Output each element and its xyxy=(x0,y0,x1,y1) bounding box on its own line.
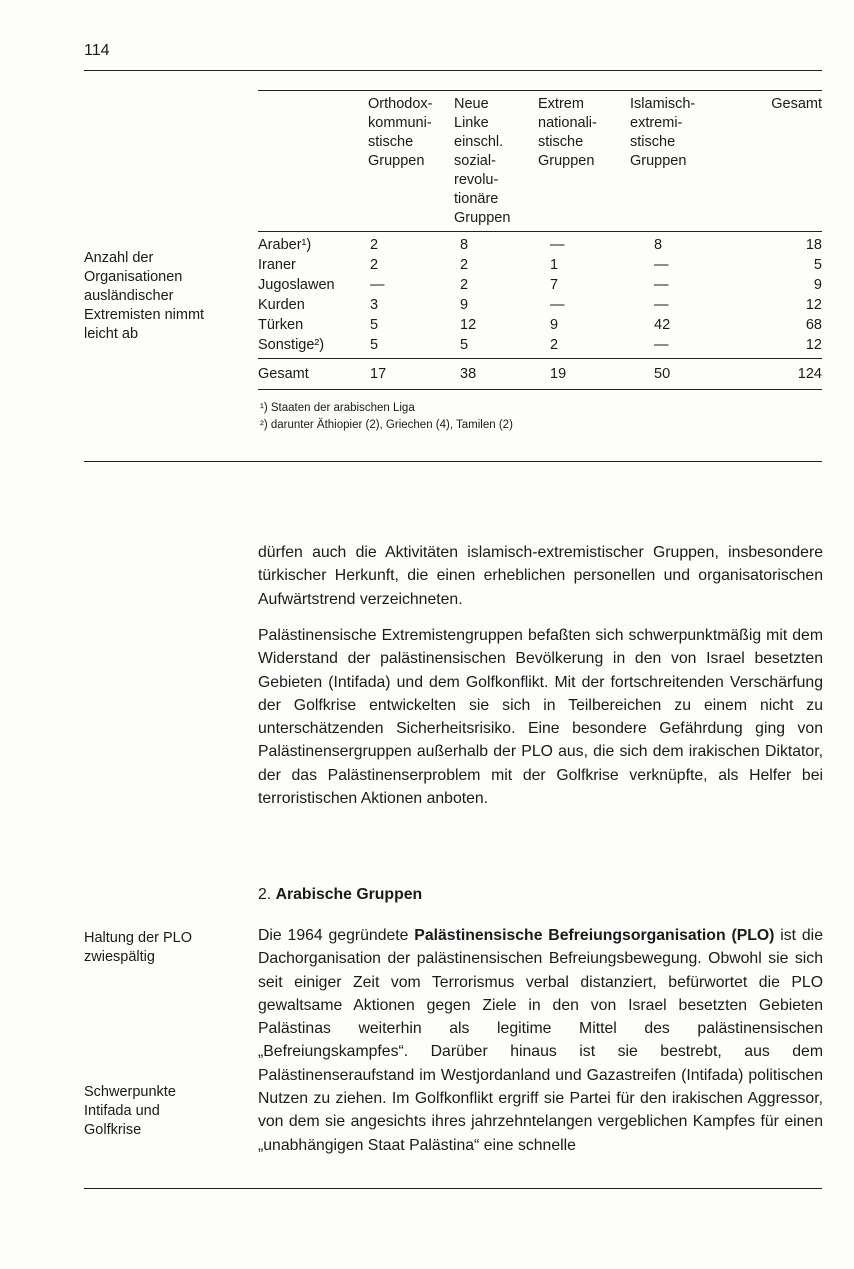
page-number: 114 xyxy=(84,42,110,59)
table-cell: 5 xyxy=(370,317,379,333)
header-rule xyxy=(84,70,822,71)
table-cell: 5 xyxy=(460,337,469,353)
table-row xyxy=(258,255,822,275)
table-cell: Iraner xyxy=(258,257,296,273)
table-total-row xyxy=(258,361,822,387)
table-cell: — xyxy=(550,297,565,313)
table-cell: 9 xyxy=(550,317,559,333)
table-cell: 9 xyxy=(813,277,822,293)
table-cell: Kurden xyxy=(258,297,305,313)
table-cell: 12 xyxy=(460,317,477,333)
paragraph-plo xyxy=(258,924,823,1157)
table-bottom-rule xyxy=(84,461,822,462)
table-cell: Gesamt xyxy=(258,366,309,382)
extremist-organizations-table xyxy=(258,90,822,434)
table-cell: 12 xyxy=(805,337,822,353)
section-number: 2. xyxy=(258,886,272,903)
footnote-mark: ²) xyxy=(260,419,268,431)
table-row xyxy=(258,335,822,355)
table-cell: — xyxy=(654,337,669,353)
table-header-row xyxy=(258,95,822,228)
table-row xyxy=(258,315,822,335)
table-cell: 8 xyxy=(654,237,663,253)
table-cell: 124 xyxy=(797,366,822,382)
table-cell: 17 xyxy=(370,366,387,382)
margin-note-focus: Schwerpunkte Intifada und Golfkrise xyxy=(84,1084,176,1138)
table-header-cell: Orthodox- kommuni- stische Gruppen xyxy=(368,96,433,169)
table-row xyxy=(258,235,822,255)
table-cell: 18 xyxy=(805,237,822,253)
footer-rule xyxy=(84,1188,822,1189)
table-header-cell: Extrem nationali- stische Gruppen xyxy=(538,96,597,169)
table-cell: 42 xyxy=(654,317,671,333)
table-cell: Sonstige²) xyxy=(258,337,325,353)
margin-note-table: Anzahl der Organisationen ausländischer Extremisten nimmt leicht ab xyxy=(84,250,205,342)
plo-name: Palästinensische Befreiungsorganisation (PLO) xyxy=(414,927,775,944)
footnote-text: darunter Äthiopier (2), Griechen (4), Tamilen (2) xyxy=(270,419,513,431)
table-top-rule xyxy=(258,90,822,91)
paragraph-islamist-groups: dürfen auch die Aktivitäten islamisch-extremistischer Gruppen, insbesondere türkischer Herkunft, die einen erheblichen personellen und organisatorischen Aufwärtstrend verzeichneten. xyxy=(258,544,823,608)
table-footnote-rule xyxy=(258,389,822,390)
table-cell: — xyxy=(654,297,669,313)
table-header-cell: Gesamt xyxy=(771,96,822,112)
table-cell: 2 xyxy=(460,257,469,273)
table-cell: 68 xyxy=(805,317,822,333)
table-cell: — xyxy=(370,277,385,293)
table-footnote-1 xyxy=(258,400,822,417)
table-header-cell: Neue Linke einschl. sozial- revolu- tionäre Gruppen xyxy=(454,96,511,226)
table-cell: — xyxy=(550,237,565,253)
section-heading xyxy=(258,886,422,904)
table-cell: 38 xyxy=(460,366,477,382)
table-cell: 2 xyxy=(550,337,559,353)
table-header-cell xyxy=(258,95,368,228)
table-cell: Araber¹) xyxy=(258,237,312,253)
table-cell: 2 xyxy=(370,237,379,253)
table-cell: 2 xyxy=(460,277,469,293)
table-cell: 9 xyxy=(460,297,469,313)
table-cell: 7 xyxy=(550,277,559,293)
table-footnote-2 xyxy=(258,417,822,434)
table-cell: 3 xyxy=(370,297,379,313)
table-cell: 5 xyxy=(370,337,379,353)
plo-lead: Die 1964 gegründete xyxy=(258,927,415,944)
table-header-cell: Islamisch- extremi- stische Gruppen xyxy=(630,96,696,169)
table-cell: — xyxy=(654,277,669,293)
table-cell: — xyxy=(654,257,669,273)
table-cell: 1 xyxy=(550,257,559,273)
table-cell: 12 xyxy=(805,297,822,313)
table-total-rule xyxy=(258,358,822,359)
table-row xyxy=(258,295,822,315)
footnote-text: Staaten der arabischen Liga xyxy=(270,402,415,414)
plo-text: ist die Dachorganisation der palästinensischen Befreiungsbewegung. Obwohl sie sich seit einiger Zeit vom Terrorismus verbal distanziert, befürwortet die PLO gewaltsame Aktionen gegen Ziele in den von Israel besetzten Gebieten Palästinas weiterhin als legitime Mittel des palästinensischen „Befreiungskampfes“. Darüber hinaus ist sie bestrebt, aus dem Palästinenseraufstand im Westjordanland und Gazastreifen (Intifada) politischen Nutzen zu ziehen. Im Golfkonflikt ergriff sie Partei für den irakischen Aggressor, von dem sie angesichts ihres jahrzehntelangen vergeblichen Kampfes für einen „unabhängigen Staat Palästina“ eine schnelle xyxy=(258,927,823,1154)
table-cell: 5 xyxy=(813,257,822,273)
table-header-rule xyxy=(258,231,822,232)
margin-note-plo: Haltung der PLO zwiespältig xyxy=(84,930,193,965)
table-cell: 8 xyxy=(460,237,469,253)
footnote-mark: ¹) xyxy=(260,402,268,414)
paragraph-palestinian-groups: Palästinensische Extremistengruppen befaßten sich schwerpunktmäßig mit dem Widerstand der palästinensischen Bevölkerung in den von Israel besetzten Gebieten (Intifada) und dem Golfkonflikt. Mit der fortschreitenden Verschärfung der Golfkrise entwickelten sie sich in Teilbereichen zu einem nicht zu unterschätzenden Sicherheitsrisiko. Eine besondere Gefährdung ging von Palästinensergruppen außerhalb der PLO aus, die sich dem irakischen Diktator, der das Palästinenserproblem mit der Golfkrise verknüpfte, als Helfer bei terroristischen Aktionen anboten. xyxy=(258,627,823,808)
table-row xyxy=(258,275,822,295)
table-cell: 19 xyxy=(550,366,567,382)
table-cell: 2 xyxy=(370,257,379,273)
table-cell: 50 xyxy=(654,366,671,382)
table-cell: Türken xyxy=(258,317,304,333)
section-title: Arabische Gruppen xyxy=(275,886,423,903)
table-cell: Jugoslawen xyxy=(258,277,335,293)
